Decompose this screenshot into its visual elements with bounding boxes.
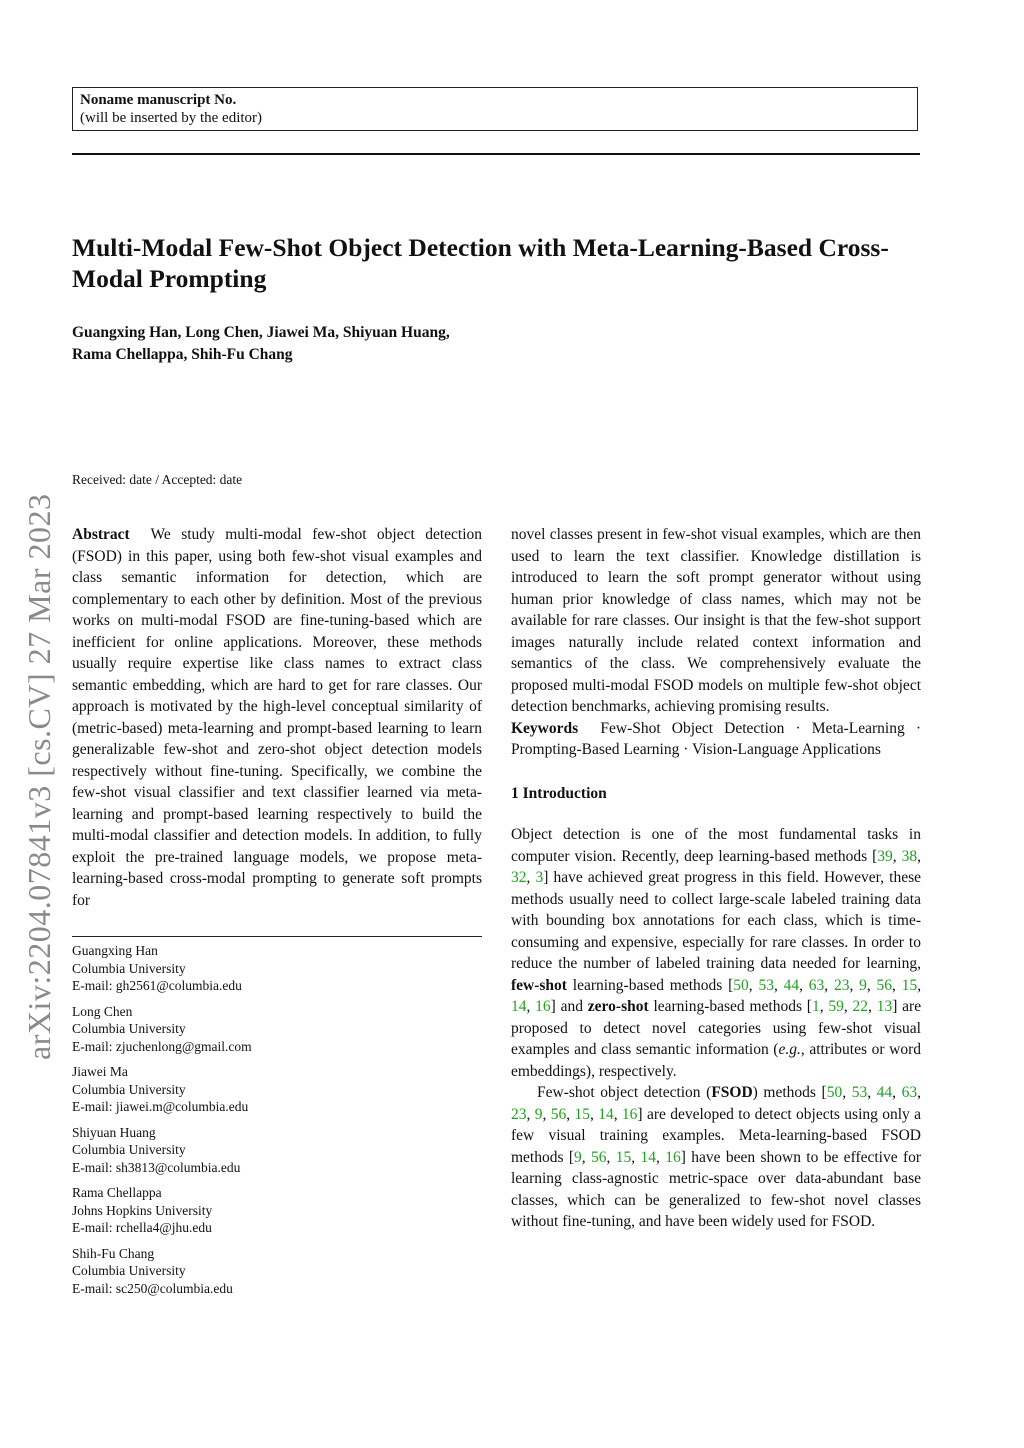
citation-link[interactable]: 56 [550,1105,567,1123]
intro-text: Few-shot object detection ( [537,1084,712,1101]
few-shot-citations: 50, 53, 44, 63, 23, 9, 56, 15, 14, 16 [511,976,922,1015]
intro-text: ] have been shown to be effective for learning class-agnostic metric-space over data-abundant base classes, which can be generalized to few-shot novel classes without fine-tuning, and have been widely used for FSOD. [511,1148,922,1230]
affiliation-name: Guangxing Han [72,943,158,958]
affiliation-entry [72,1124,482,1177]
citation-link[interactable]: 16 [621,1105,638,1123]
intro-text: , attributes or word embeddings), respectively. [511,1041,921,1080]
intro-text: learning-based methods [ [653,998,812,1015]
affiliation-org: Johns Hopkins University [72,1202,213,1218]
eg-abbrev: e.g. [778,1041,801,1058]
citation-link[interactable]: 39 [877,847,893,865]
citation-link[interactable]: 56 [591,1148,607,1166]
citation-link[interactable]: 44 [783,976,800,994]
citation-link[interactable]: 59 [828,998,844,1015]
citation-link[interactable]: 3 [535,869,544,886]
keywords-text: Few-Shot Object Detection · Meta-Learning · Prompting-Based Learning · Vision-Language Applications [511,719,921,758]
abstract-label: Abstract [72,526,130,543]
citation-link[interactable]: 9 [534,1105,543,1123]
citation-link[interactable]: 53 [758,976,774,994]
citation-link[interactable]: 9 [574,1148,582,1166]
citation-link[interactable]: 16 [665,1148,681,1166]
intro-text: Object detection is one of the most fundamental tasks in computer vision. Recently, deep learning-based methods [ [511,826,921,865]
affiliation-org: Columbia University [72,960,186,976]
right-column [511,524,921,1233]
affiliation-name: Shih-Fu Chang [72,1245,155,1261]
affiliation-org: Columbia University [72,1081,186,1097]
citation-link[interactable]: 23 [511,1105,527,1123]
intro-text: ] and [550,998,583,1015]
abstract-text-left: We study multi-modal few-shot object detection (FSOD) in this paper, using both few-shot visual examples and class semantic information for detection, which are complementary to each other by definition. Most of the previous works on multi-modal FSOD are fine-tuning-based which are inefficient for online applications. Moreover, these methods usually require expertise like class names to extract class semantic embedding, which are hard to get for rare classes. Our approach is motivated by the high-level conceptual similarity of (metric-based) meta-learning and prompt-based learning to learn generalizable few-shot and zero-shot object detection models respectively without fine-tuning. Specifically, we combine the few-shot visual classifier and text classifier learned via meta-learning and prompt-based learning respectively to build the multi-modal classifier and detection models. In addition, to fully exploit the pre-trained language models, we propose meta-learning-based cross-modal prompting to generate soft prompts for [72,526,483,909]
citation-link[interactable]: 15 [615,1148,632,1166]
affiliation-entry [72,1063,482,1116]
emphasis-zero-shot: zero-shot [587,998,649,1015]
intro-text: learning-based methods [ [572,976,734,994]
intro-text: ] are proposed to detect novel categories using few-shot visual examples and class semantic information ( [511,998,922,1058]
manuscript-number: Noname manuscript No. [80,92,237,108]
citation-link[interactable]: 1 [811,998,820,1015]
affiliation-email: E-mail: gh2561@columbia.edu [72,978,242,993]
citation-link[interactable]: 16 [535,998,551,1015]
meta-learning-citations: 9, 56, 15, 14, 16 [574,1148,681,1166]
citation-link[interactable]: 14 [640,1148,656,1166]
citation-link[interactable]: 50 [733,976,749,994]
affiliation-org: Columbia University [72,1142,186,1157]
citation-link[interactable]: 53 [851,1084,868,1101]
citation-link[interactable]: 14 [598,1105,614,1123]
fsod-citations: 50, 53, 44, 63, 23, 9, 56, 15, 14, 16 [511,1084,921,1123]
header-rule [72,153,920,155]
abstract-text-right: novel classes present in few-shot visual examples, which are then used to learn the text classifier. Knowledge distillation is introduced to learn the soft prompt generator without using human prior knowledge of class names, which may not be available for rare classes. Our insight is that the few-shot support images naturally include related context information and semantics of the class. We comprehensively evaluate the proposed multi-modal FSOD models on multiple few-shot object detection benchmarks, achieving promising results. [511,526,921,715]
citation-link[interactable]: 13 [876,998,893,1015]
affiliation-name: Rama Chellappa [72,1185,162,1200]
affiliation-org: Columbia University [72,1263,186,1278]
affiliation-email: E-mail: zjuchenlong@gmail.com [72,1038,252,1054]
citation-link[interactable]: 23 [833,976,850,994]
citation-link[interactable]: 32 [511,869,527,886]
affiliations [72,942,482,1305]
citation-link[interactable]: 14 [511,998,527,1015]
emphasis-few-shot: few-shot [511,976,567,994]
affiliation-email: E-mail: jiawei.m@columbia.edu [72,1099,249,1114]
citation-link[interactable]: 44 [876,1084,893,1101]
section-number: 1 [511,784,519,802]
citation-link[interactable]: 9 [859,976,867,994]
section-heading [511,783,921,805]
citation-link[interactable]: 15 [901,976,918,994]
affiliation-entry [72,942,482,995]
affiliation-email: E-mail: sc250@columbia.edu [72,1280,233,1296]
affiliation-org: Columbia University [72,1021,186,1036]
citation-link[interactable]: 15 [574,1105,590,1123]
citation-link[interactable]: 63 [808,976,825,994]
affiliation-email: E-mail: rchella4@jhu.edu [72,1220,212,1235]
affiliation-name: Long Chen [72,1003,133,1019]
manuscript-header [72,87,918,131]
intro-text: ] are developed to detect objects using only a few visual training examples. Meta-learning-based FSOD methods [ [511,1105,922,1166]
emphasis-fsod: FSOD [711,1084,753,1101]
affiliation-entry [72,1003,482,1056]
intro-text: ] have achieved great progress in this field. However, these methods usually need to collect large-scale labeled training data with bounding box annotations for each class, which is time-consuming and expensive, especially for rare classes. In order to reduce the number of labeled training data needed for learning, [511,869,921,972]
affiliation-name: Jiawei Ma [72,1064,128,1079]
author-list [72,322,592,366]
citation-link[interactable]: 50 [826,1084,843,1101]
keywords-label: Keywords [511,719,579,737]
citation-link[interactable]: 63 [901,1084,918,1101]
zero-shot-citations: 1, 59, 22, 13 [811,998,893,1015]
citation-link[interactable]: 56 [876,976,893,994]
paper-title: Multi-Modal Few-Shot Object Detection with Meta-Learning-Based Cross-Modal Prompting [72,233,889,293]
affiliation-entry [72,1245,482,1298]
authors-line-2: Rama Chellappa, Shih-Fu Chang [72,346,293,363]
intro-paragraph-1: Object detection is one of the most fundamental tasks in computer vision. Recently, deep learning-based methods [39, 38, 32, 3] have achieved great progress in this field. However, these methods usually need to collect large-scale labeled training data with bounding box annotations for each class, which is time-consuming and expensive, especially for rare classes. In order to reduce the number of labeled training data needed for learning, few-shot learning-based methods [50, 53, 44, 63, 23, 9, 56, 15, 14, 16] and zero-shot learning-based methods [1, 59, 22, 13] are proposed to detect novel categories using few-shot visual examples and class semantic information (e.g., attributes or word embeddings), respectively. [511,826,922,1080]
affiliation-email: E-mail: sh3813@columbia.edu [72,1159,241,1175]
received-date: Received: date / Accepted: date [72,472,243,487]
citation-link[interactable]: 22 [852,998,869,1015]
affiliation-entry [72,1184,482,1237]
authors-line-1: Guangxing Han, Long Chen, Jiawei Ma, Shiyuan Huang, [72,324,450,341]
abstract-left [72,524,482,911]
arxiv-identifier: arXiv:2204.07841v3 [cs.CV] 27 Mar 2023 [21,493,57,1060]
intro-text: ) methods [ [752,1084,827,1101]
keywords [511,718,921,761]
footnote-rule [72,936,482,937]
citation-link[interactable]: 38 [901,847,918,865]
affiliation-name: Shiyuan Huang [72,1124,156,1140]
section-title: Introduction [522,784,607,802]
intro-paragraph-2 [511,1082,921,1233]
editor-note: (will be inserted by the editor) [80,110,263,126]
